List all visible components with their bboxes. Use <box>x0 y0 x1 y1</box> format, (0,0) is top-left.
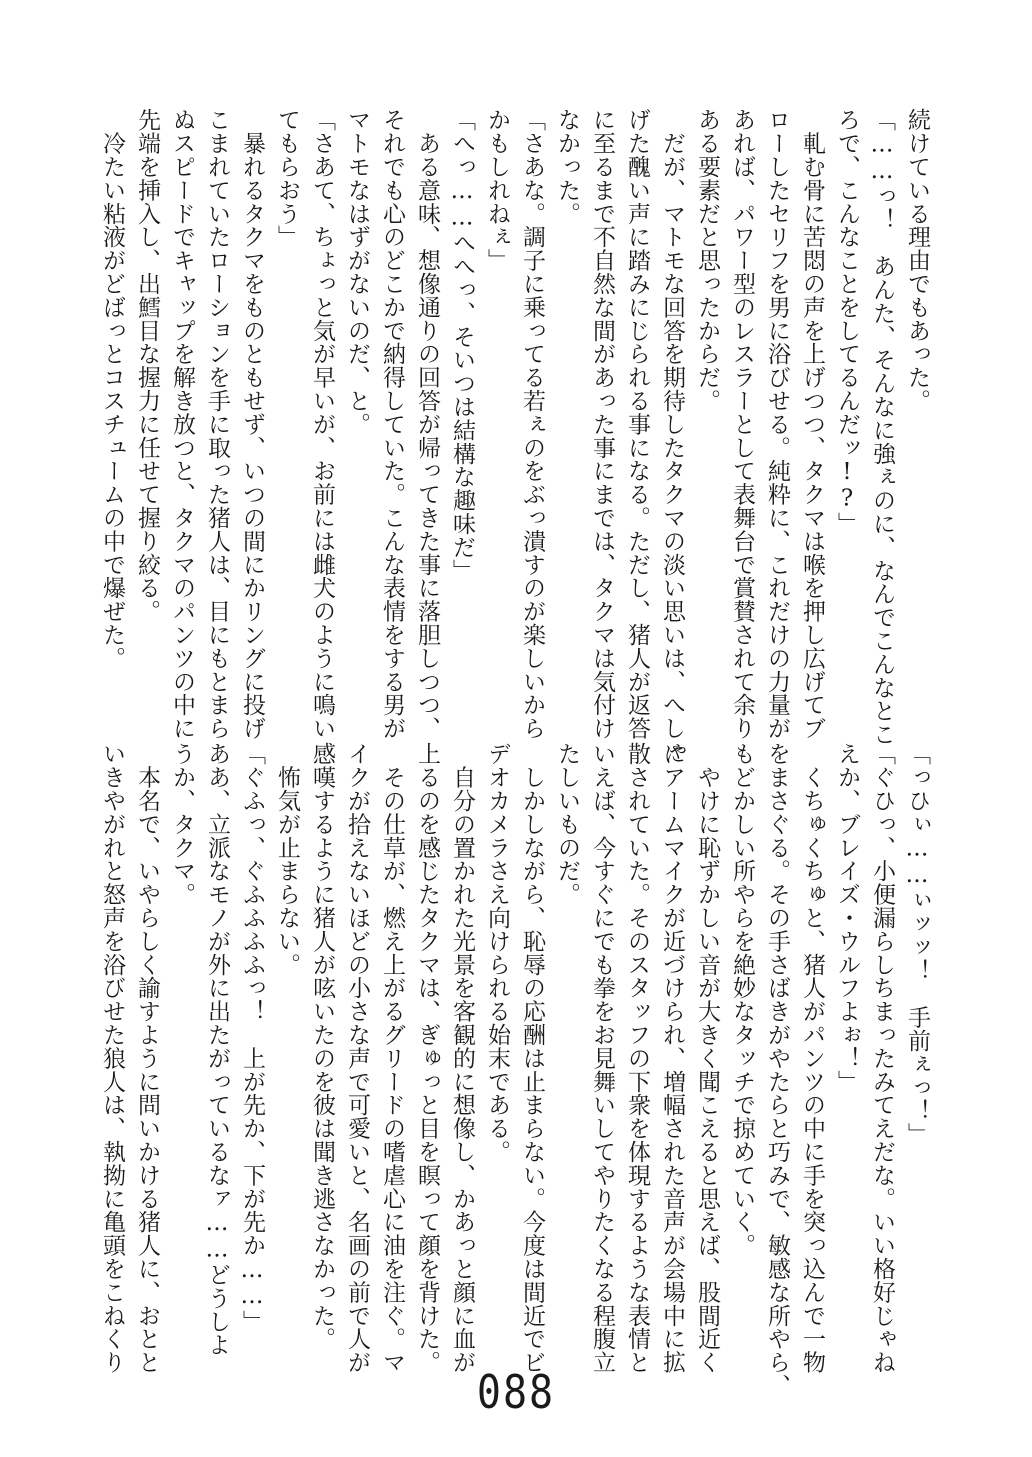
text-line: 自分の置かれた光景を客観的に想像し、かあっと顔に血が <box>449 742 475 1374</box>
text-line: 暴れるタクマをものともせず、いつの間にかリングに投げ <box>239 108 265 740</box>
text-line: 散されていた。そのスタッフの下衆を体現するような表情と <box>624 742 650 1374</box>
text-line: こまれていたローションを手に取った猪人は、目にもとまら <box>204 108 230 740</box>
text-line: マトモなはずがないのだ、と。 <box>344 108 370 436</box>
text-line: 冷たい粘液がどばっとコスチュームの中で爆ぜた。 <box>99 108 125 670</box>
text-line: 上るのを感じたタクマは、ぎゅっと目を瞑って顔を背けた。 <box>414 742 440 1374</box>
text-line: イクが拾えないほどの小さな声で可愛いと、名画の前で人が <box>344 742 370 1374</box>
text-line: 「……っ！ あんた、そんなに強ぇのに、なんでこんなとこ <box>869 108 895 746</box>
text-line: しかしながら、恥辱の応酬は止まらない。今度は間近でビ <box>519 742 545 1374</box>
top-text-block <box>99 108 934 764</box>
text-line: にアームマイクが近づけられ、増幅された音声が会場中に拡 <box>659 742 685 1374</box>
text-line: いえば、今すぐにでも拳をお見舞いしてやりたくなる程腹立 <box>589 742 615 1374</box>
text-line: ある意味、想像通りの回答が帰ってきた事に落胆しつつ、 <box>414 108 440 740</box>
text-line: 感嘆するように猪人が呟いたのを彼は聞き逃さなかった。 <box>309 742 335 1351</box>
text-line: ああ、立派なモノが外に出たがっているなァ……どうしよ <box>204 742 230 1357</box>
text-line: 怖気が止まらない。 <box>274 742 300 976</box>
text-line: なかった。 <box>554 108 580 225</box>
text-line: あれば、パワー型のレスラーとして表舞台で賞賛されて余り <box>729 108 755 740</box>
text-line: デオカメラさえ向けられる始末である。 <box>484 742 510 1164</box>
text-line: 本名で、いやらしく諭すように問いかける猪人に、おとと <box>134 742 160 1374</box>
text-line: ぬスピードでキャップを解き放つと、タクマのパンツの中に <box>169 108 195 740</box>
text-line: それでも心のどこかで納得していた。こんな表情をする男が <box>379 108 405 740</box>
text-line: 「っひぃ……ぃッッ！ 手前ぇっ！」 <box>904 742 930 1146</box>
text-line: ローしたセリフを男に浴びせる。純粋に、これだけの力量が <box>764 108 790 740</box>
text-line: えか、ブレイズ・ウルフよぉ！」 <box>834 742 860 1093</box>
text-line: てもらおう」 <box>274 108 300 249</box>
text-line: 「さあて、ちょっと気が早いが、お前には雌犬のように鳴い <box>309 108 335 740</box>
text-line: もどかしい所やらを絶妙なタッチで掠めていく。 <box>729 742 755 1257</box>
text-line: その仕草が、燃え上がるグリードの嗜虐心に油を注ぐ。マ <box>379 742 405 1374</box>
text-line: 「ぐふっ、ぐふふふふっ！ 上が先か、下が先か……」 <box>239 742 265 1333</box>
text-line: ある要素だと思ったからだ。 <box>694 108 720 413</box>
text-line: に至るまで不自然な間があった事にまでは、タクマは気付け <box>589 108 615 740</box>
text-line: うか、タクマ。 <box>169 742 195 906</box>
text-line: げた醜い声に踏みにじられる事になる。ただし、猪人が返答 <box>624 108 650 740</box>
text-line: かもしれねぇ」 <box>484 108 510 272</box>
text-line: だが、マトモな回答を期待したタクマの淡い思いは、へしゃ <box>659 108 685 764</box>
text-line: やけに恥ずかしい音が大きく聞こえると思えば、股間近く <box>694 742 720 1374</box>
text-line: 「へっ……へへっ、そいつは結構な趣味だ」 <box>449 108 475 582</box>
page-number: 088 <box>476 1366 556 1420</box>
text-line: 続けている理由でもあった。 <box>904 108 930 413</box>
text-line: をまさぐる。その手さばきがやたらと巧みで、敏感な所やら、 <box>764 742 790 1398</box>
text-line: 軋む骨に苦悶の声を上げつつ、タクマは喉を押し広げてブ <box>799 108 825 740</box>
text-line: いきやがれと怒声を浴びせた狼人は、執拗に亀頭をこねくり <box>99 742 125 1374</box>
text-line: 「ぐひっ、小便漏らしちまったみてえだな。いい格好じゃね <box>869 742 895 1374</box>
text-line: ろで、こんなことをしてるんだッ!?」 <box>834 108 860 536</box>
text-line: 先端を挿入し、出鱈目な握力に任せて握り絞る。 <box>134 108 160 623</box>
text-line: 「さあな。調子に乗ってる若ぇのをぶっ潰すのが楽しいから <box>519 108 545 740</box>
text-line: くちゅくちゅと、猪人がパンツの中に手を突っ込んで一物 <box>799 742 825 1374</box>
text-line: たしいものだ。 <box>554 742 580 906</box>
